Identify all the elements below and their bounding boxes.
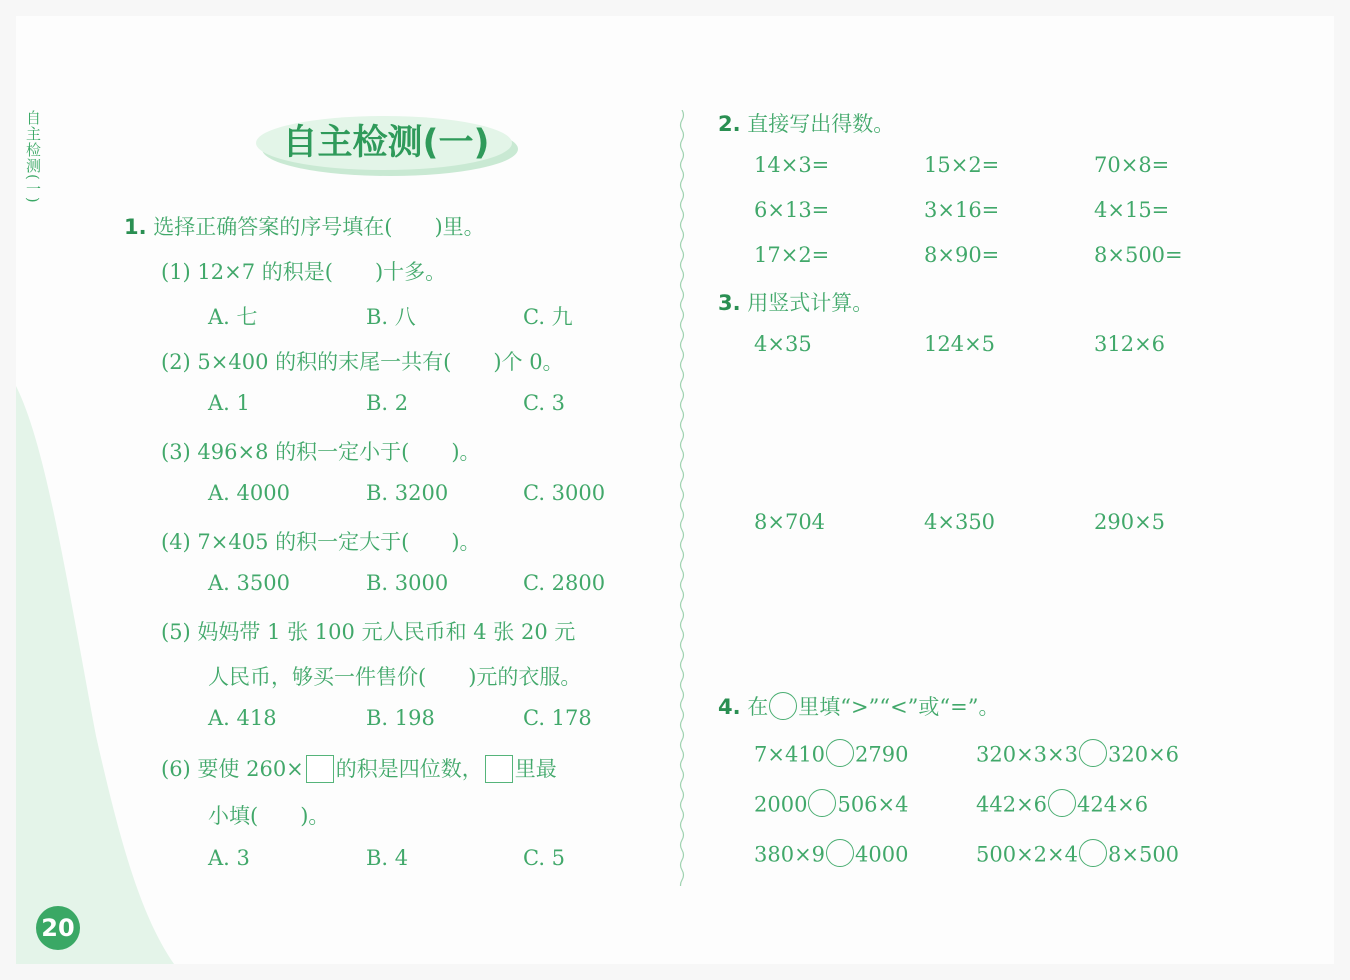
q4-left-expr: 320×3×3 [976,742,1078,767]
column-divider [678,110,686,886]
q1-item-4-option-b: B. 3000 [366,571,449,595]
q3-heading [718,287,873,317]
q3-expr: 124×5 [924,332,996,356]
q1-item-6-line-2: 小填( )。 [208,804,330,828]
answer-circle [1048,789,1076,817]
answer-circle [1079,739,1107,767]
answer-circle [808,789,836,817]
q4-right-expr: 506×4 [837,792,909,817]
q1-item-1-option-a: A. 七 [208,305,258,329]
q4-left-expr: 500×2×4 [976,842,1078,867]
q4-right-expr: 424×6 [1077,792,1149,817]
q3-number: 3. [718,291,741,315]
q4-compare [976,742,1179,770]
q4-compare [976,792,1148,820]
q3-expr: 312×6 [1094,332,1166,356]
q1-item-6-part-b: 的积是四位数， [335,757,483,781]
q2-expr: 4×15= [1094,198,1170,222]
q2-expr: 15×2= [924,153,1000,177]
q1-item-6-option-b: B. 4 [366,846,409,870]
q3-expr: 290×5 [1094,510,1166,534]
q1-item-2-option-b: B. 2 [366,391,409,415]
q2-number: 2. [718,112,741,136]
q1-item-6-part-a: (6) 要使 260× [161,757,304,781]
q1-item-4-option-c: C. 2800 [523,571,606,595]
q1-item-1: (1) 12×7 的积是( )十多。 [161,260,447,284]
q2-expr: 8×500= [1094,243,1183,267]
q2-expr: 6×13= [754,198,830,222]
q3-expr: 8×704 [754,510,826,534]
q1-item-3: (3) 496×8 的积一定小于( )。 [161,440,481,464]
q4-compare [754,742,909,770]
q1-item-5: (5) 妈妈带 1 张 100 元人民币和 4 张 20 元 [161,620,576,644]
q4-compare [754,842,909,870]
q3-stem: 用竖式计算。 [747,291,874,315]
q4-stem-a: 在 [747,695,769,719]
q1-item-6-option-c: C. 5 [523,846,566,870]
q2-expr: 17×2= [754,243,830,267]
q1-item-6-part-c: 里最 [514,757,557,781]
q1-item-4-option-a: A. 3500 [208,571,290,595]
q1-item-2-option-c: C. 3 [523,391,566,415]
q3-expr: 4×350 [924,510,996,534]
q1-item-1-option-b: B. 八 [366,305,416,329]
q1-item-3-option-b: B. 3200 [366,481,449,505]
q4-stem-b: 里填“>”“<”或“=”。 [798,695,1000,719]
q4-heading [718,691,999,723]
title-banner [252,113,520,177]
q2-expr: 70×8= [1094,153,1170,177]
q1-stem: 选择正确答案的序号填在( )里。 [153,215,485,239]
q1-item-3-option-a: A. 4000 [208,481,290,505]
q4-right-expr: 320×6 [1108,742,1180,767]
side-section-label: 自主检测(一) [24,110,42,204]
q3-expr: 4×35 [754,332,812,356]
q4-left-expr: 7×410 [754,742,826,767]
q1-heading [124,211,485,241]
q4-right-expr: 8×500 [1108,842,1180,867]
page-number-badge: 20 [36,906,80,950]
answer-circle [1079,839,1107,867]
q1-item-1-option-c: C. 九 [523,305,573,329]
q4-right-expr: 4000 [855,842,909,867]
q4-right-expr: 2790 [855,742,909,767]
q4-compare [754,792,909,820]
q4-left-expr: 2000 [754,792,808,817]
q2-heading [718,108,894,138]
q1-item-5-line-2: 人民币，够买一件售价( )元的衣服。 [208,665,582,689]
q1-item-4: (4) 7×405 的积一定大于( )。 [161,530,481,554]
compare-circle-icon [769,692,797,720]
answer-circle [826,839,854,867]
q1-item-6-option-a: A. 3 [208,846,250,870]
q1-item-6 [161,753,557,785]
q4-left-expr: 380×9 [754,842,826,867]
q2-expr: 14×3= [754,153,830,177]
q1-item-5-option-b: B. 198 [366,706,435,730]
answer-box [485,755,513,783]
page-title: 自主检测(一) [282,123,490,163]
q1-item-5-option-a: A. 418 [208,706,277,730]
q2-expr: 8×90= [924,243,1000,267]
q4-compare [976,842,1179,870]
worksheet-page [16,16,1334,964]
answer-box [306,755,334,783]
q1-item-3-option-c: C. 3000 [523,481,606,505]
q1-item-5-option-c: C. 178 [523,706,592,730]
q2-stem: 直接写出得数。 [747,112,895,136]
q1-item-2: (2) 5×400 的积的末尾一共有( )个 0。 [161,350,564,374]
q4-left-expr: 442×6 [976,792,1048,817]
q1-number: 1. [124,215,147,239]
answer-circle [826,739,854,767]
q4-number: 4. [718,695,741,719]
q2-expr: 3×16= [924,198,1000,222]
q1-item-2-option-a: A. 1 [208,391,250,415]
